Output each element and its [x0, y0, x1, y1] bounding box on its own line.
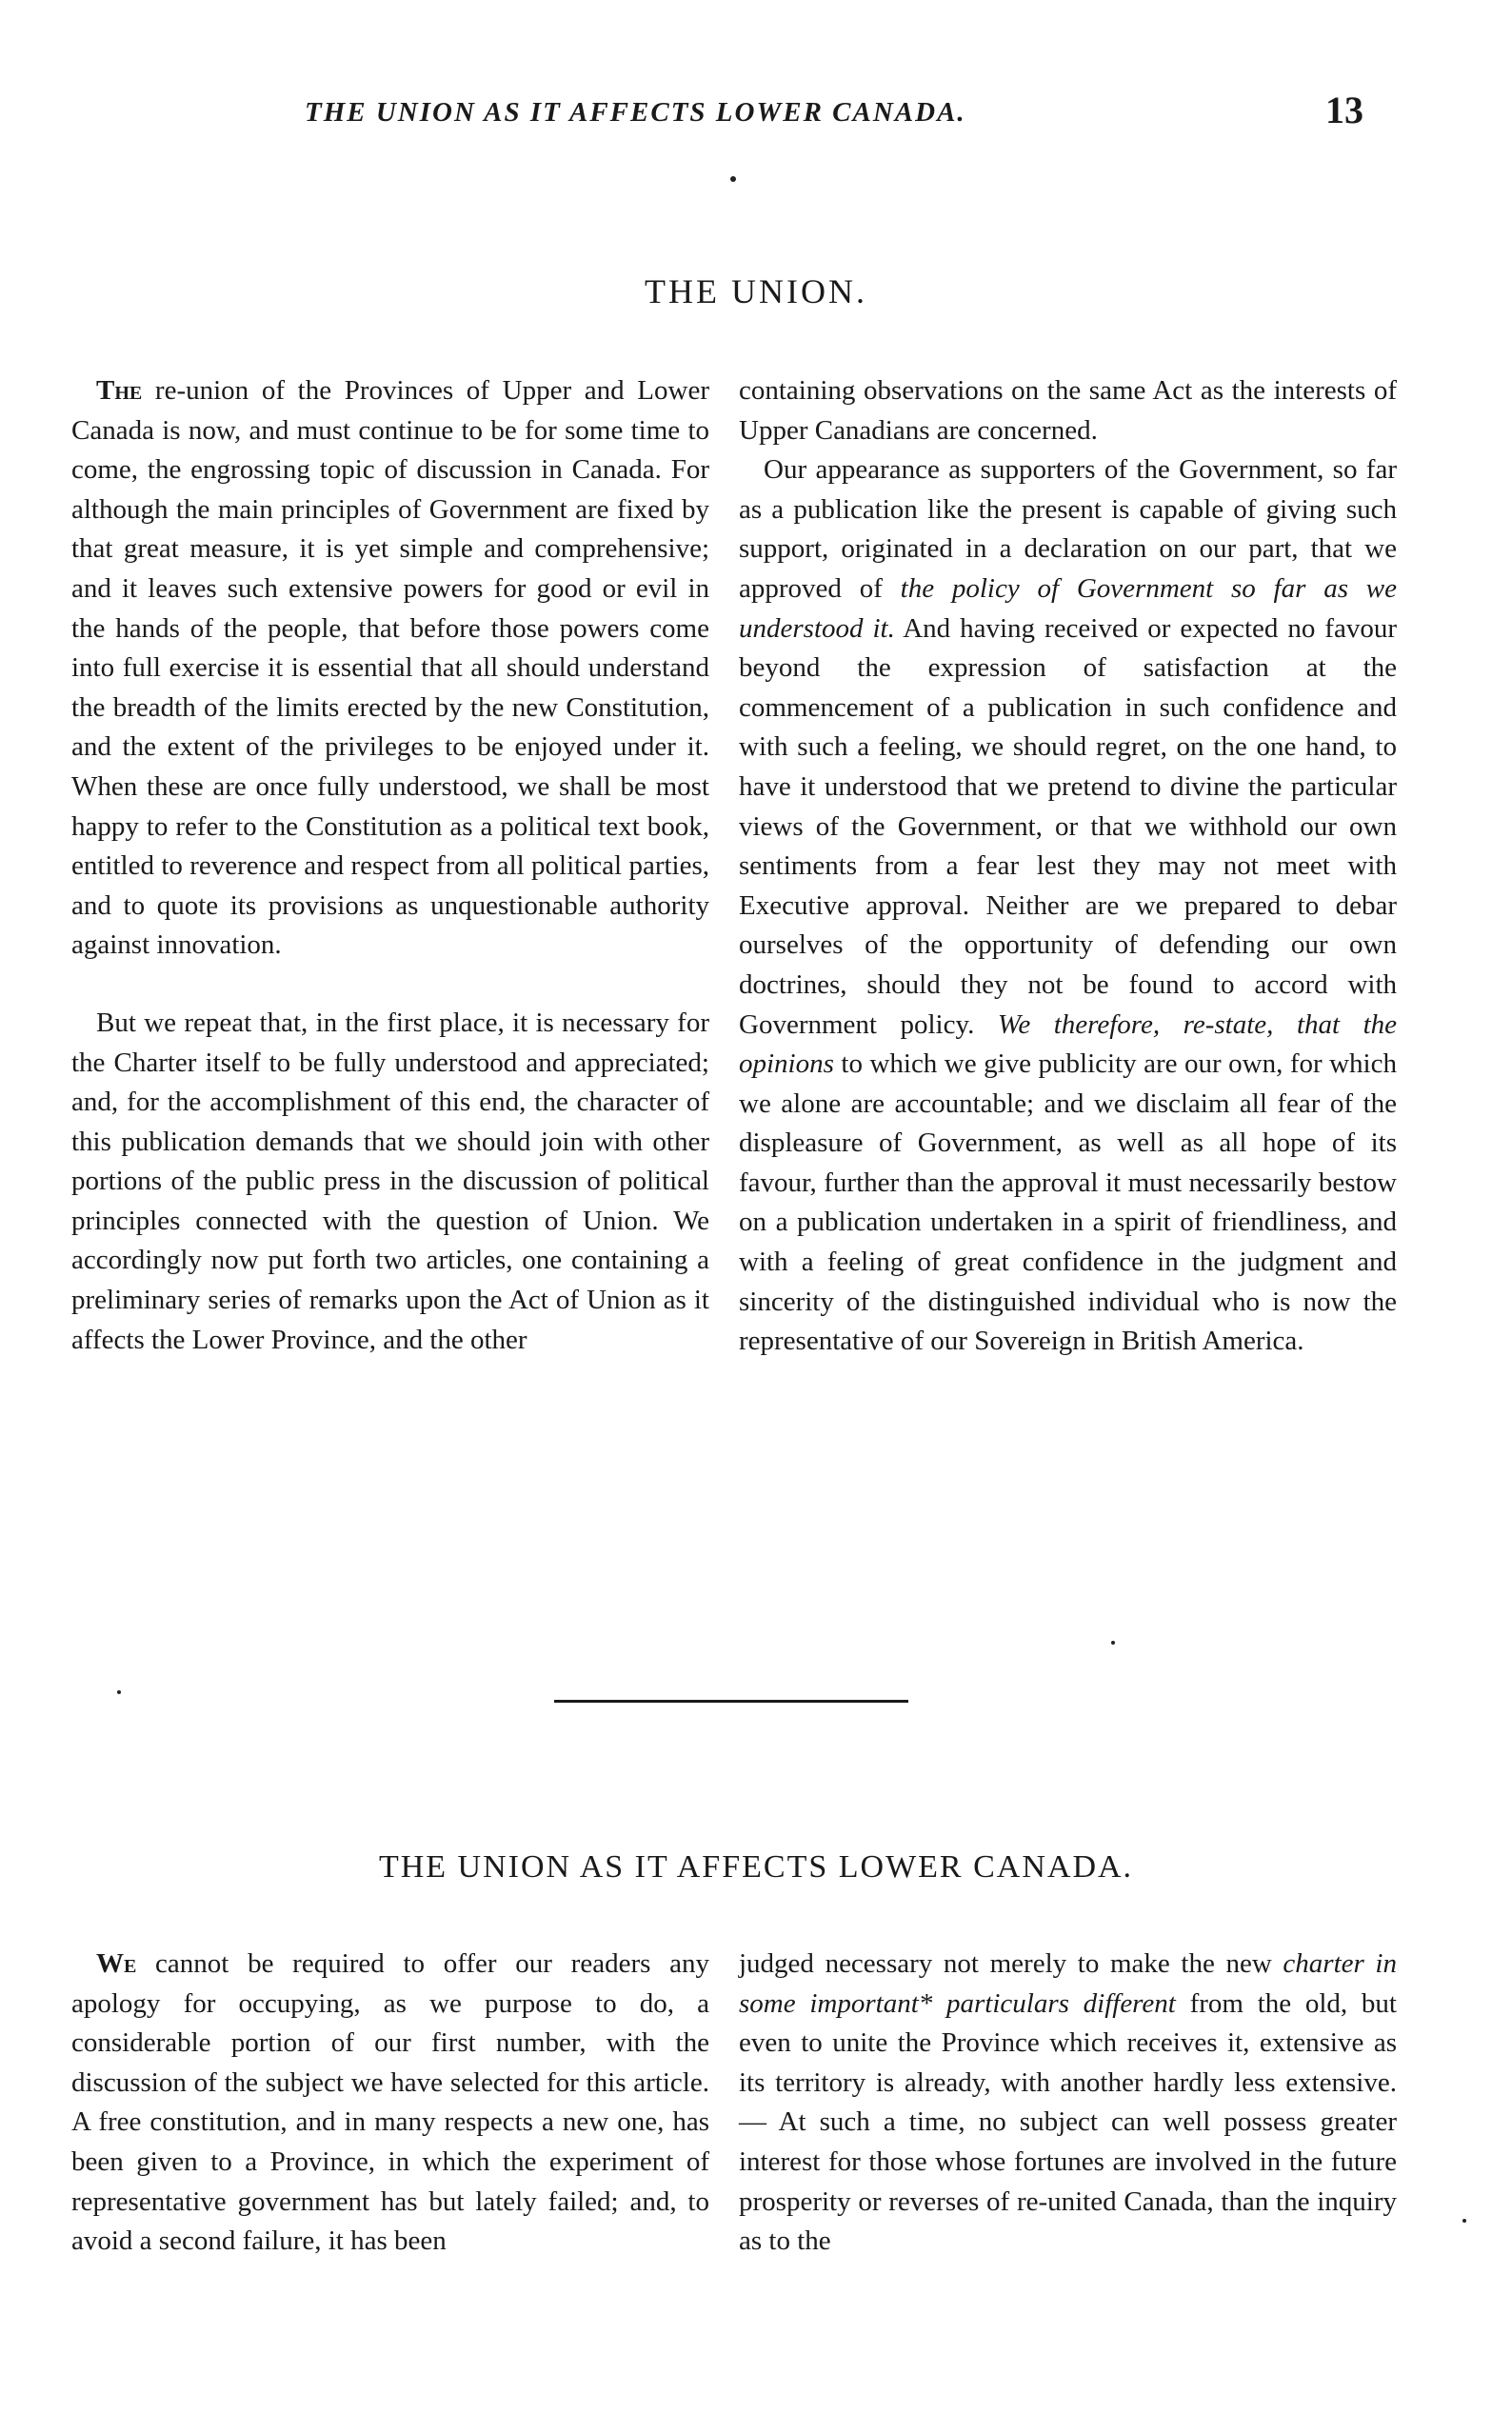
paragraph-text: from the old, but even to unite the Province which receives it, extensive as its territory is already, with another hardly less extensive.— At such a time, no subject can well possess greater interest for those whose fortunes are involved in the future prosperity or reverses of re-united Canada, than the inquiry as to the: [739, 1987, 1397, 2257]
paragraph-text: re-union of the Provinces of Upper and Lower Canada is now, and must continue to be for some time to come, the engrossing topic of discussion in Canada. For although the main principles of Government are fixed by that great measure, it is yet simple and comprehensive; and it leaves such extensive powers for good or evil in the hands of the people, that before those powers come into full exercise it is essential that all should understand the breadth of the limits erected by the new Constitution, and the extent of the privileges to be enjoyed under it. When these are once fully understood, we shall be most happy to refer to the Constitution as a political text book, entitled to reverence and respect from all political parties, and to quote its provisions as unquestionable authority against innovation.: [71, 375, 709, 961]
ink-speck: [1111, 1641, 1115, 1645]
paragraph: [71, 1945, 709, 2262]
section2-left-column: [71, 1945, 709, 2262]
paragraph-text: to which we give publicity are our own, for which we alone are accountable; and we disclaim all fear of the displeasure of Government, as well as all hope of its favour, further than the approval it must necessarily bestow on a publication undertaken in a spirit of friendliness, and with a feeling of great confidence in the judgment and sincerity of the distinguished individual who is now the representative of our Sovereign in British America.: [739, 1048, 1397, 1357]
paragraph: [71, 371, 709, 966]
italic-text: charter in some important* particulars different: [739, 1948, 1397, 2019]
section-title-lower-canada: THE UNION AS IT AFFECTS LOWER CANADA.: [378, 1849, 1134, 1885]
ink-speck: [117, 1690, 121, 1694]
section-title-union: THE UNION.: [645, 272, 867, 310]
ink-speck: [1462, 2219, 1466, 2223]
paragraph-text: cannot be required to offer our readers any apology for occupying, as we purpose to do, a considerable portion of our first number, with the discussion of the subject we have selected for this article. A free constitution, and in many respects a new one, has been given to a Province, in which the experiment of representative government has but lately failed; and, to avoid a second failure, it has been: [71, 1948, 709, 2257]
paragraph-text: But we repeat that, in the first place, it is necessary for the Charter itself to be fully understood and appreciated; and, for the accomplishment of this end, the character of this publication demands that we should join with other portions of the public press in the discussion of political principles connected with the question of Union. We accordingly now put forth two articles, one containing a preliminary series of remarks upon the Act of Union as it affects the Lower Province, and the other: [71, 1007, 709, 1355]
paragraph: [71, 1004, 709, 1360]
section1-left-column: [71, 371, 709, 1360]
paragraph: [739, 371, 1397, 450]
ink-speck: [730, 176, 736, 182]
running-head: THE UNION AS IT AFFECTS LOWER CANADA.: [305, 97, 966, 128]
paragraph-text: Our appearance as supporters of the Government, so far as a publication like the present is capable of giving such support, originated in a declaration on our part, that we approved of: [739, 454, 1397, 604]
paragraph: [739, 450, 1397, 1362]
drop-lead-word: The: [96, 375, 143, 406]
section-divider-rule: [554, 1700, 908, 1703]
paragraph-text: containing observations on the same Act as the interests of Upper Canadians are concerned.: [739, 375, 1397, 446]
drop-lead-word: We: [96, 1948, 137, 1979]
section2-right-column: [739, 1945, 1397, 2262]
paragraph-text: And having received or expected no favour beyond the expression of satisfaction at the commencement of a publication in such confidence and with such a feeling, we should regret, on the one hand, to have it understood that we pretend to divine the particular views of the Government, or that we withhold our own sentiments from a fear lest they may not meet with Executive approval. Neither are we prepared to debar ourselves of the opportunity of defending our own doctrines, should they not be found to accord with Government policy.: [739, 612, 1397, 1040]
paragraph: [739, 1945, 1397, 2262]
italic-text: We therefore, re-state, that the opinions: [739, 1008, 1397, 1080]
paragraph-text: judged necessary not merely to make the new: [739, 1948, 1283, 1979]
section1-right-column: [739, 371, 1397, 1362]
italic-text: the policy of Government so far as we understood it.: [739, 572, 1397, 644]
page-number: 13: [1325, 89, 1363, 131]
